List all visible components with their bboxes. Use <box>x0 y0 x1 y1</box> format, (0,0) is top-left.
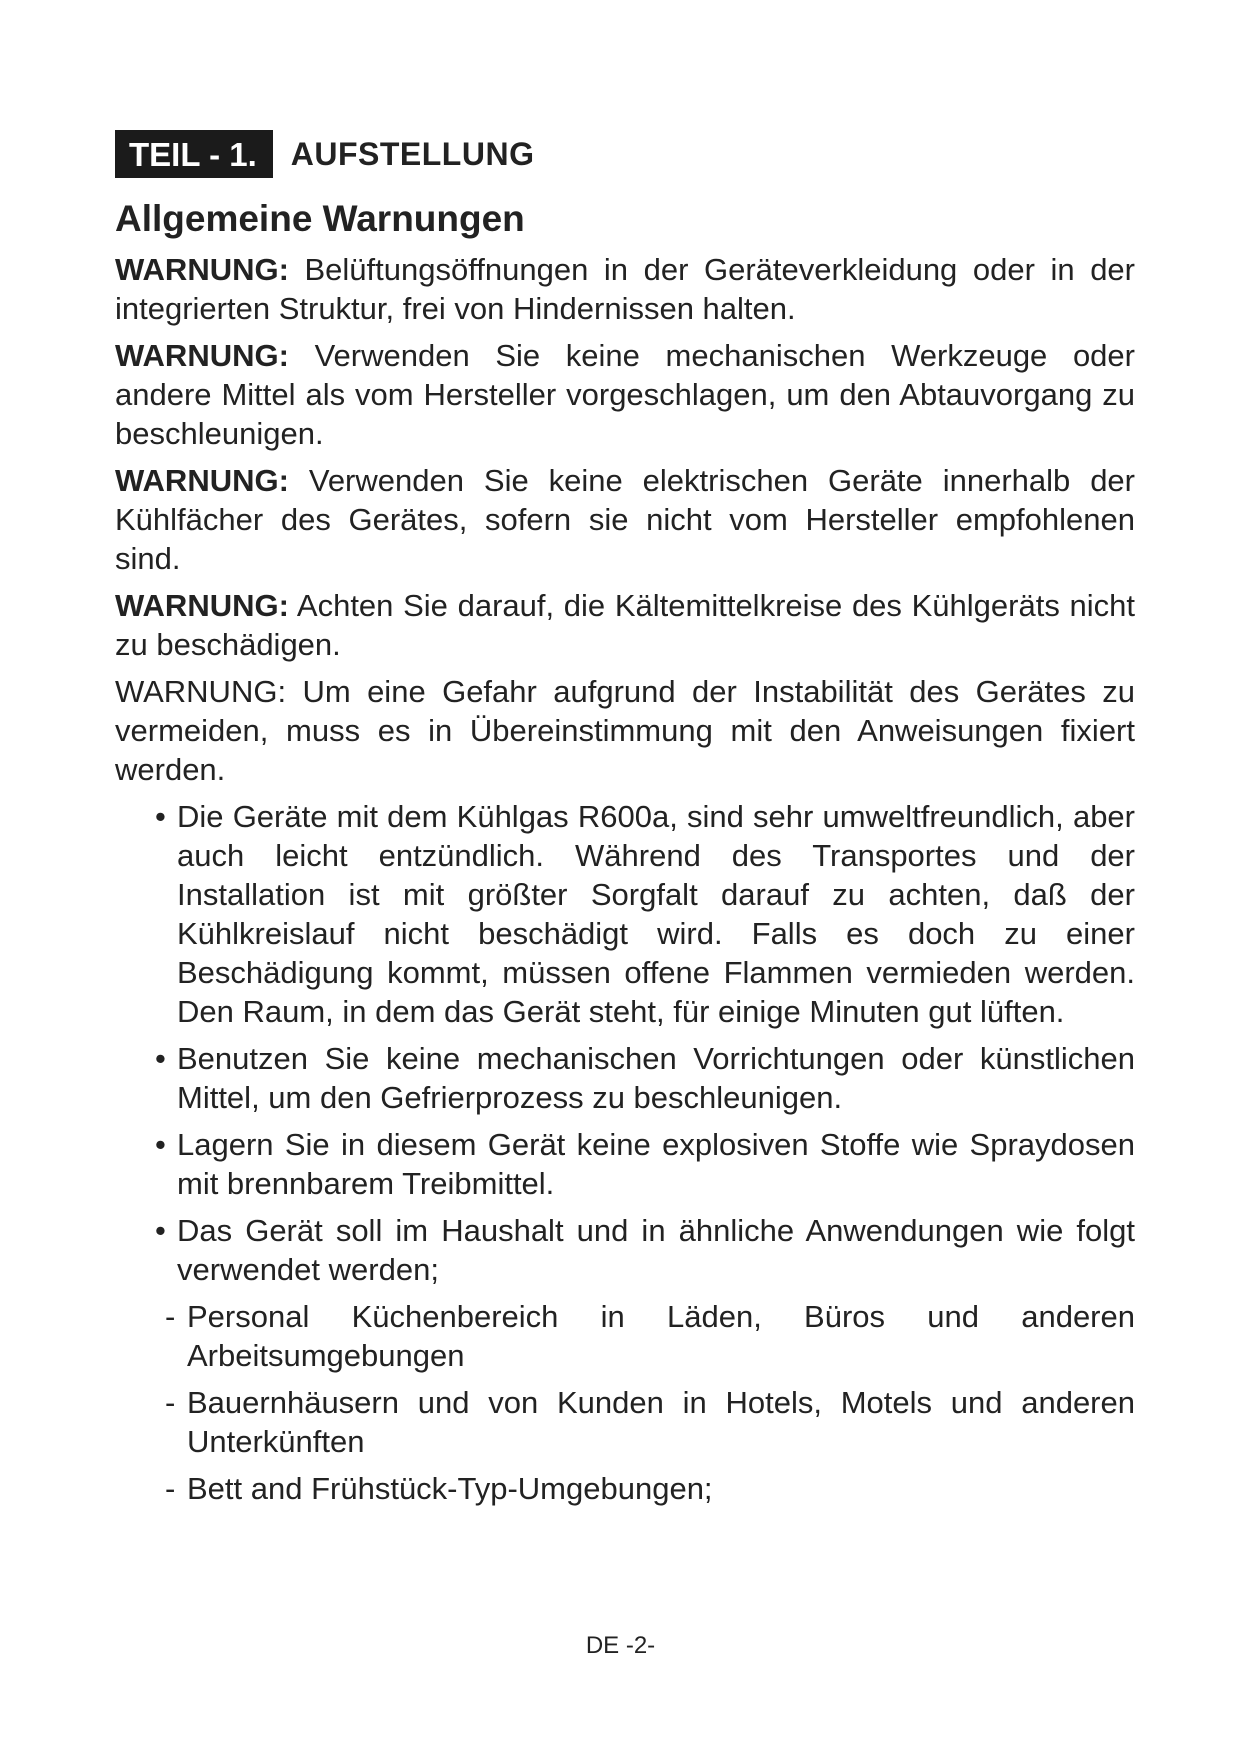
warning-text: Verwenden Sie keine elektrischen Geräte innerhalb der Kühlfächer des Gerätes, sofern sie nicht vom Hersteller empfohlenen sind. <box>115 463 1135 576</box>
list-item-text: Benutzen Sie keine mechanischen Vorrichtungen oder künstlichen Mittel, um den Gefrierprozess zu beschleunigen. <box>177 1041 1135 1115</box>
list-item <box>115 1039 1135 1117</box>
document-page <box>115 130 1135 1516</box>
page-number: DE -2- <box>585 1632 656 1659</box>
section-badge: TEIL - 1. <box>115 130 273 178</box>
bullet-icon: • <box>155 1127 166 1162</box>
list-item <box>115 797 1135 1031</box>
list-item-text: Das Gerät soll im Haushalt und in ähnliche Anwendungen wie folgt verwendet werden; <box>177 1213 1135 1287</box>
warning-text: Achten Sie darauf, die Kältemittelkreise des Kühlgeräts nicht zu beschädigen. <box>115 588 1135 662</box>
warning-text: WARNUNG: Um eine Gefahr aufgrund der Instabilität des Gerätes zu vermeiden, muss es in Übereinstimmung mit den Anweisungen fixiert werden. <box>115 674 1135 787</box>
dash-icon: - <box>165 1471 176 1506</box>
warning-paragraph <box>115 586 1135 664</box>
bullet-icon: • <box>155 799 166 834</box>
warning-label: WARNUNG: <box>115 252 289 287</box>
warning-label: WARNUNG: <box>115 338 289 373</box>
sub-list-item <box>115 1297 1135 1375</box>
sub-list-item <box>115 1469 1135 1508</box>
warning-text: Verwenden Sie keine mechanischen Werkzeuge oder andere Mittel als vom Hersteller vorgeschlagen, um den Abtauvorgang zu beschleunigen. <box>115 338 1135 451</box>
warning-paragraph <box>115 672 1135 789</box>
list-item-text: Die Geräte mit dem Kühlgas R600a, sind sehr umweltfreundlich, aber auch leicht entzündlich. Während des Transportes und der Installation ist mit größter Sorgfalt darauf zu achten, daß der Kühlkreislauf nicht beschädigt wird. Falls es doch zu einer Beschädigung kommt, müssen offene Flammen vermieden werden. Den Raum, in dem das Gerät steht, für einige Minuten gut lüften. <box>177 799 1135 1029</box>
sub-list-item-text: Personal Küchenbereich in Läden, Büros und anderen Arbeitsumgebungen <box>187 1299 1135 1373</box>
list-item <box>115 1125 1135 1203</box>
warning-paragraph <box>115 336 1135 453</box>
sub-list-item-text: Bauernhäusern und von Kunden in Hotels, Motels und anderen Unterkünften <box>187 1385 1135 1459</box>
section-title: AUFSTELLUNG <box>290 135 535 172</box>
bullet-icon: • <box>155 1213 166 1248</box>
dash-icon: - <box>165 1385 176 1420</box>
dash-icon: - <box>165 1299 176 1334</box>
warning-text: Belüftungsöffnungen in der Geräteverkleidung oder in der integrierten Struktur, frei von Hindernissen halten. <box>115 252 1135 326</box>
bullet-icon: • <box>155 1041 166 1076</box>
warning-paragraph <box>115 461 1135 578</box>
warning-paragraph <box>115 250 1135 328</box>
sub-list-item <box>115 1383 1135 1461</box>
sub-list-item-text: Bett and Frühstück-Typ-Umgebungen; <box>187 1471 713 1506</box>
list-item-text: Lagern Sie in diesem Gerät keine explosiven Stoffe wie Spraydosen mit brennbarem Treibmittel. <box>177 1127 1135 1201</box>
list-item <box>115 1211 1135 1289</box>
warning-label: WARNUNG: <box>115 463 289 498</box>
section-header <box>115 130 1135 178</box>
page-title: Allgemeine Warnungen <box>115 198 525 239</box>
warning-label: WARNUNG: <box>115 588 289 623</box>
